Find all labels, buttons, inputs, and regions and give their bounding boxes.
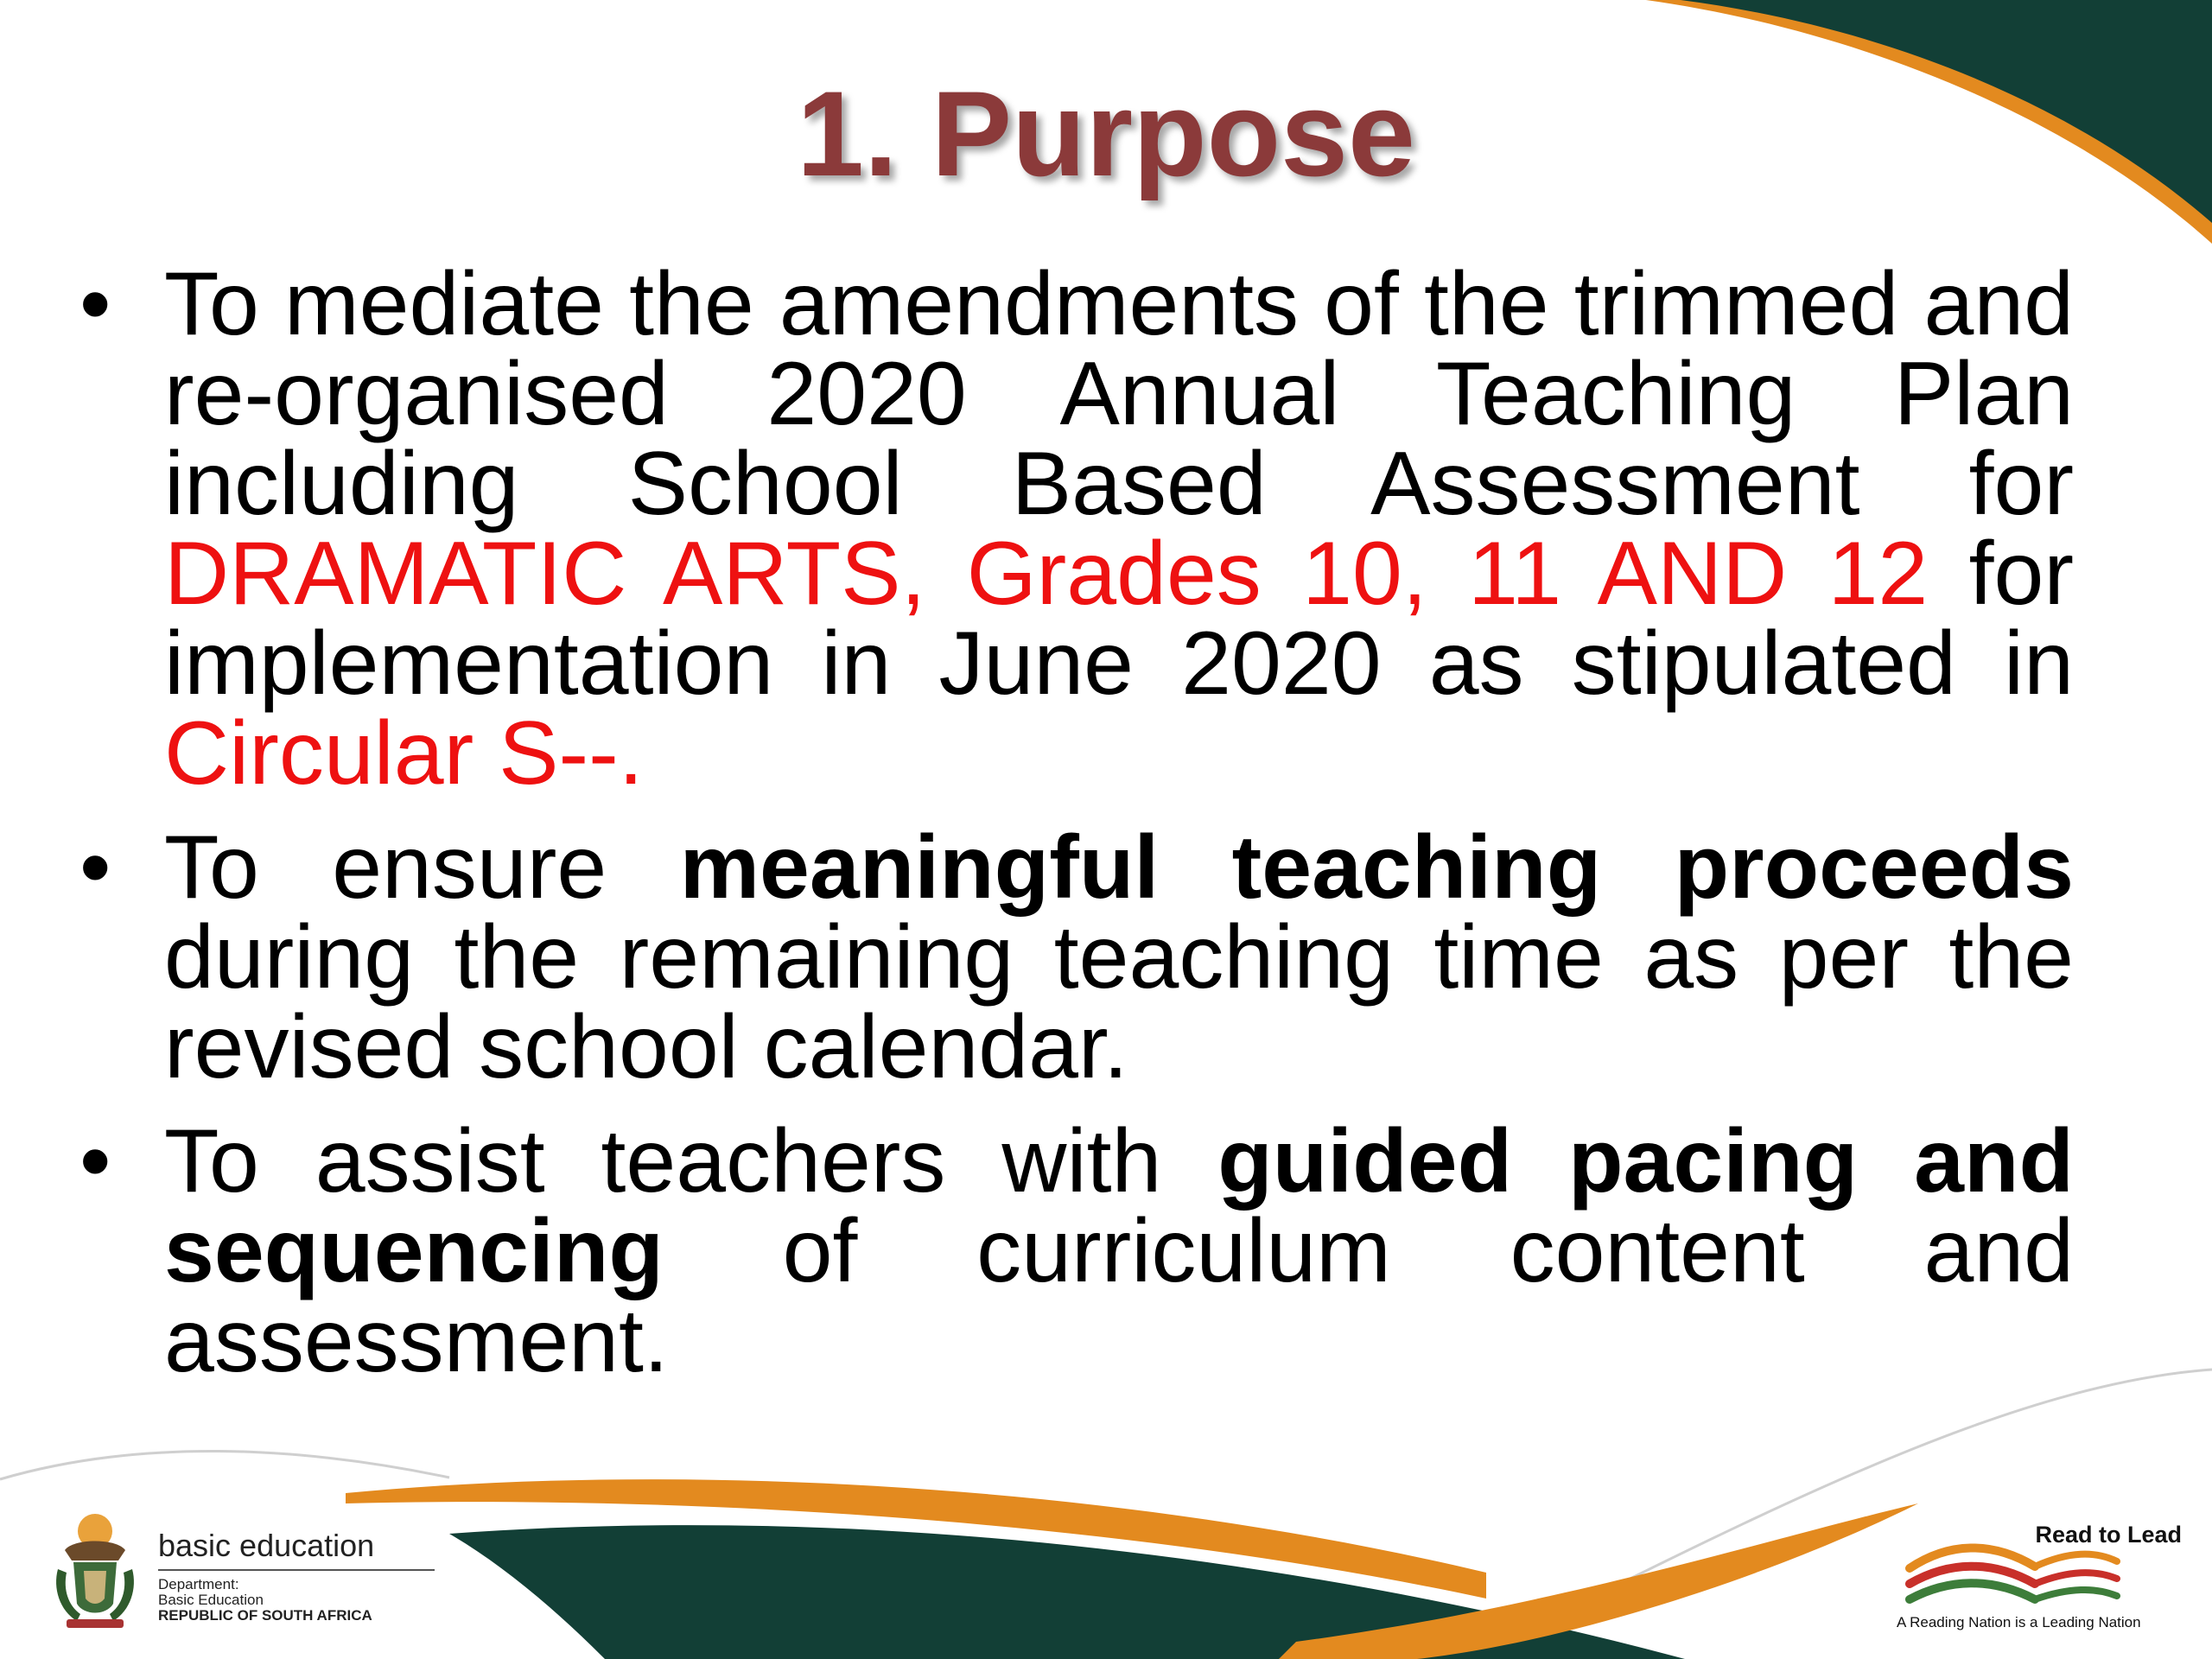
- body-text: To assist teachers with: [164, 1111, 1218, 1211]
- department-line-1: Department:: [158, 1576, 239, 1592]
- bullet-text: [164, 254, 2075, 804]
- bullet-list: [69, 254, 2075, 1410]
- department-line-2: Basic Education: [158, 1592, 264, 1608]
- coat-of-arms-icon: [48, 1509, 143, 1630]
- body-text: of curriculum content and assessment.: [164, 1201, 2074, 1391]
- body-text: To ensure: [164, 817, 680, 918]
- bullet-item: [69, 817, 2075, 1097]
- bullet-text: [164, 817, 2075, 1097]
- body-text: during the remaining teaching time as per the revised school calendar.: [164, 907, 2074, 1097]
- body-text: To mediate the amendments of the trimmed and re-organised 2020 Annual Teaching Plan including School Based Assessment for: [164, 254, 2074, 534]
- department-divider: [158, 1569, 435, 1571]
- department-name: basic education: [158, 1528, 375, 1563]
- slide-title: 1. Purpose: [797, 66, 1415, 201]
- campaign-title: Read to Lead: [2035, 1522, 2182, 1548]
- department-logo: [48, 1502, 410, 1631]
- campaign-tagline: A Reading Nation is a Leading Nation: [1897, 1614, 2141, 1630]
- highlighted-text: Circular S--.: [164, 703, 644, 804]
- bullet-marker: •: [79, 817, 111, 918]
- highlighted-text: DRAMATIC ARTS, Grades 10, 11 AND 12: [164, 524, 1929, 624]
- bottom-orange-wedge: [1279, 1503, 1918, 1659]
- department-line-3: REPUBLIC OF SOUTH AFRICA: [158, 1607, 372, 1624]
- emphasis-text: guided pacing and sequencing: [164, 1111, 2075, 1301]
- bullet-marker: •: [79, 1111, 111, 1211]
- bullet-marker: •: [79, 254, 111, 354]
- bullet-text: [164, 1111, 2075, 1391]
- body-text: for implementation in June 2020 as stipulated in: [164, 524, 2075, 714]
- emphasis-text: meaningful teaching proceeds: [679, 817, 2075, 918]
- bottom-grey-arc-left: [0, 1452, 449, 1480]
- read-to-lead-logo: [1897, 1516, 2182, 1637]
- bullet-item: [69, 254, 2075, 804]
- bullet-item: [69, 1111, 2075, 1391]
